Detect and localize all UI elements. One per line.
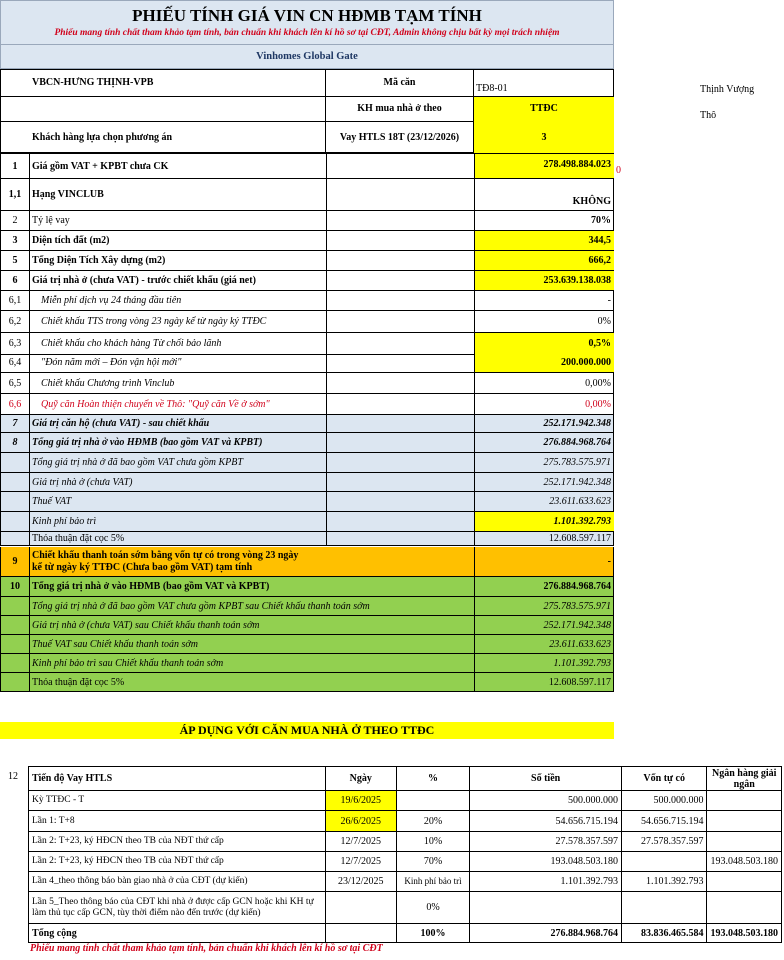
row-label: Chiết khấu thanh toán sớm bằng vốn tự có trong vòng 23 ngày bbox=[32, 550, 299, 561]
schedule-header bbox=[29, 767, 782, 791]
price-row bbox=[0, 654, 614, 673]
unit-value: TĐ8-01 bbox=[476, 83, 508, 94]
schedule-cell bbox=[470, 892, 622, 924]
row-number: 5 bbox=[12, 255, 18, 266]
schedule-cell bbox=[707, 892, 782, 924]
schedule-cell bbox=[325, 892, 396, 924]
page-title: PHIẾU TÍNH GIÁ VIN CN HĐMB TẠM TÍNH bbox=[132, 6, 482, 25]
price-row bbox=[0, 512, 614, 532]
schedule-cell: 0% bbox=[396, 892, 470, 924]
row-label: Giá trị nhà ở (chưa VAT) bbox=[32, 477, 133, 488]
price-row bbox=[0, 473, 614, 492]
row-label: Diện tích đất (m2) bbox=[32, 235, 110, 246]
row-label: Chiết khấu cho khách hàng Từ chối bảo lãnh bbox=[41, 338, 222, 349]
price-row bbox=[0, 673, 614, 692]
price-row bbox=[0, 597, 614, 616]
row-value: 0,00% bbox=[585, 378, 611, 389]
schedule-cell: 19/6/2025 bbox=[325, 791, 396, 811]
table-row bbox=[29, 811, 782, 832]
price-row bbox=[0, 532, 614, 546]
row-label: Tổng giá trị nhà ở vào HĐMB (bao gồm VAT và KPBT) bbox=[32, 581, 270, 592]
row-label: Thuế VAT sau Chiết khấu thanh toán sớm bbox=[32, 639, 198, 650]
schedule-cell bbox=[707, 791, 782, 811]
schedule-cell bbox=[707, 832, 782, 852]
price-row bbox=[0, 433, 614, 453]
row-value: 0,00% bbox=[585, 399, 611, 410]
schedule-cell: 27.578.357.597 bbox=[470, 832, 622, 852]
row-value: 70% bbox=[591, 215, 611, 226]
schedule-cell bbox=[325, 924, 396, 943]
schedule-cell: Tổng cộng bbox=[29, 924, 326, 943]
price-row bbox=[0, 616, 614, 635]
schedule-cell: 500.000.000 bbox=[621, 791, 706, 811]
row-label: Thỏa thuận đặt cọc 5% bbox=[32, 677, 125, 688]
row-number: 3 bbox=[12, 235, 18, 246]
price-row bbox=[0, 353, 614, 373]
buyer-value: TTĐC bbox=[530, 103, 558, 114]
row-value: 278.498.884.023 bbox=[543, 159, 611, 170]
row-number: 6,4 bbox=[8, 357, 22, 368]
row-label: Tổng giá trị nhà ở đã bao gồm VAT chưa gồm KPBT bbox=[32, 457, 243, 468]
row-number: 6,5 bbox=[8, 378, 22, 389]
schedule-cell: 12/7/2025 bbox=[325, 832, 396, 852]
row-number: 7 bbox=[12, 418, 18, 429]
footer-note: Phiếu mang tính chất tham khảo tạm tính, bản chuẩn khi khách lên kí hồ sơ tại CĐT bbox=[30, 943, 383, 954]
row-value: 276.884.968.764 bbox=[543, 437, 611, 448]
price-row bbox=[0, 373, 614, 394]
row-value: 275.783.575.971 bbox=[543, 457, 611, 468]
row-label: Giá trị nhà ở (chưa VAT) - trước chiết khấu (giá net) bbox=[32, 275, 256, 286]
row-label: Chiết khấu Chương trình Vinclub bbox=[41, 378, 175, 389]
row-number: 8 bbox=[12, 437, 18, 448]
price-row bbox=[0, 179, 614, 211]
row-value: 23.611.633.623 bbox=[549, 639, 611, 650]
schedule-no: 12 bbox=[8, 771, 18, 782]
row-value: 252.171.942.348 bbox=[543, 477, 611, 488]
schedule-cell: 276.884.968.764 bbox=[470, 924, 622, 943]
schedule-cell: 54.656.715.194 bbox=[470, 811, 622, 832]
schedule-cell: 70% bbox=[396, 852, 470, 872]
row-label: Tổng giá trị nhà ở vào HĐMB (bao gồm VAT và KPBT) bbox=[32, 437, 263, 448]
price-row bbox=[0, 271, 614, 291]
table-row bbox=[29, 832, 782, 852]
side-note-2: Thô bbox=[700, 110, 717, 121]
schedule-cell bbox=[396, 791, 470, 811]
row-value: 344,5 bbox=[588, 235, 611, 246]
schedule-header-cell: Số tiền bbox=[470, 767, 622, 791]
schedule-cell: Kinh phí bảo trì bbox=[396, 872, 470, 892]
buyer-label: KH mua nhà ở theo bbox=[357, 103, 442, 114]
price-row bbox=[0, 415, 614, 433]
schedule-cell: Kỳ TTĐC - T bbox=[29, 791, 326, 811]
schedule-cell: 500.000.000 bbox=[470, 791, 622, 811]
row-label: Kinh phí bảo trì sau Chiết khấu thanh toán sớm bbox=[32, 658, 224, 669]
row-number: 9 bbox=[12, 556, 18, 567]
schedule-cell bbox=[707, 811, 782, 832]
row-number: 6,6 bbox=[8, 399, 22, 410]
row-value: 0% bbox=[597, 316, 611, 327]
price-row bbox=[0, 453, 614, 473]
row-number: 10 bbox=[10, 581, 20, 592]
unit-label: Mã căn bbox=[383, 77, 416, 88]
price-row bbox=[0, 577, 614, 597]
row-label: Chiết khấu TTS trong vòng 23 ngày kể từ ngày ký TTĐC bbox=[41, 316, 267, 327]
side-note-1: Thịnh Vượng bbox=[700, 84, 755, 95]
row-value: 12.608.597.117 bbox=[548, 677, 611, 688]
row-value: 253.639.138.038 bbox=[543, 275, 611, 286]
page-subtitle: Phiếu mang tính chất tham khảo tạm tính, bản chuẩn khi khách lên kí hồ sơ tại CĐT, Admin không chịu bất kỳ mọi trách nhiệm bbox=[54, 28, 560, 38]
schedule-cell: Lần 2: T+23, ký HĐCN theo TB của NĐT thứ cấp bbox=[29, 832, 326, 852]
row-number: 6,2 bbox=[8, 316, 22, 327]
row-value: 200.000.000 bbox=[561, 357, 611, 368]
price-row bbox=[0, 251, 614, 271]
schedule-cell bbox=[621, 852, 706, 872]
table-row bbox=[29, 892, 782, 924]
price-row bbox=[0, 291, 614, 311]
option-plan: Vay HTLS 18T (23/12/2026) bbox=[339, 132, 460, 143]
row-value: 666,2 bbox=[588, 255, 611, 266]
schedule-cell: 1.101.392.793 bbox=[621, 872, 706, 892]
price-row bbox=[0, 211, 614, 231]
zero-note: 0 bbox=[616, 165, 621, 176]
row-value: 0,5% bbox=[588, 338, 611, 349]
row-number: 2 bbox=[12, 215, 18, 226]
row-number: 1,1 bbox=[8, 189, 22, 200]
table-row bbox=[29, 791, 782, 811]
schedule-cell: 12/7/2025 bbox=[325, 852, 396, 872]
row-label: Giá trị nhà ở (chưa VAT) sau Chiết khấu thanh toán sớm bbox=[32, 620, 260, 631]
schedule-cell: 193.048.503.180 bbox=[470, 852, 622, 872]
row-number: 1 bbox=[12, 161, 18, 172]
row-value: 23.611.633.623 bbox=[549, 496, 611, 507]
row-label: Thuế VAT bbox=[32, 496, 72, 507]
schedule-cell: 1.101.392.793 bbox=[470, 872, 622, 892]
schedule-cell: 193.048.503.180 bbox=[707, 852, 782, 872]
schedule-header-cell: Tiến độ Vay HTLS bbox=[29, 767, 326, 791]
row-value: 12.608.597.117 bbox=[548, 533, 611, 544]
row-value: 1.101.392.793 bbox=[553, 658, 611, 669]
schedule-header-cell: % bbox=[396, 767, 470, 791]
row-label: Tổng Diện Tích Xây dựng (m2) bbox=[32, 255, 166, 266]
option-value: 3 bbox=[541, 132, 547, 143]
row-value: 275.783.575.971 bbox=[543, 601, 611, 612]
row-label: Tổng giá trị nhà ở đã bao gồm VAT chưa gồm KPBT sau Chiết khấu thanh toán sớm bbox=[32, 601, 370, 612]
row-number: 6 bbox=[12, 275, 18, 286]
price-row bbox=[0, 394, 614, 415]
price-row bbox=[0, 231, 614, 251]
row-value: - bbox=[607, 295, 611, 306]
row-value: 276.884.968.764 bbox=[543, 581, 611, 592]
row-number: 6,1 bbox=[8, 295, 22, 306]
row-value: KHÔNG bbox=[572, 196, 611, 207]
price-row bbox=[0, 547, 614, 577]
row-label-line2: kể từ ngày ký TTĐC (Chưa bao gồm VAT) tạm tính bbox=[32, 562, 253, 573]
row-label: Kinh phí bảo trì bbox=[32, 516, 97, 527]
schedule-cell bbox=[621, 892, 706, 924]
option-label: Khách hàng lựa chọn phương án bbox=[32, 132, 173, 143]
row-label: Tỷ lệ vay bbox=[32, 215, 70, 226]
agent-name: VBCN-HƯNG THỊNH-VPB bbox=[32, 77, 154, 88]
schedule-table bbox=[28, 766, 782, 943]
row-label: Giá trị căn hộ (chưa VAT) - sau chiết khấu bbox=[32, 418, 210, 429]
schedule-cell: 10% bbox=[396, 832, 470, 852]
schedule-cell: 83.836.465.584 bbox=[621, 924, 706, 943]
price-row bbox=[0, 333, 614, 355]
row-label: Giá gồm VAT + KPBT chưa CK bbox=[32, 161, 169, 172]
row-value: 252.171.942.348 bbox=[543, 620, 611, 631]
schedule-header-cell: Ngân hàng giải ngân bbox=[707, 767, 782, 791]
price-row bbox=[0, 153, 614, 179]
table-row bbox=[29, 924, 782, 943]
row-value: 1.101.392.793 bbox=[553, 516, 611, 527]
schedule-cell: Lần 5_Theo thông báo của CĐT khi nhà ở được cấp GCN hoặc khi KH tự làm thủ tục cấp GCN, tùy thời điểm nào đến trước (dự kiến) bbox=[29, 892, 326, 924]
schedule-header-cell: Ngày bbox=[325, 767, 396, 791]
row-label: Quỹ căn Hoàn thiện chuyển về Thô: "Quỹ căn Về ở sớm" bbox=[41, 399, 270, 410]
schedule-cell: 20% bbox=[396, 811, 470, 832]
schedule-cell: 27.578.357.597 bbox=[621, 832, 706, 852]
table-row bbox=[29, 872, 782, 892]
schedule-cell: 26/6/2025 bbox=[325, 811, 396, 832]
schedule-header-cell: Vốn tự có bbox=[621, 767, 706, 791]
row-label: Hạng VINCLUB bbox=[32, 189, 104, 200]
row-value: 252.171.942.348 bbox=[543, 418, 611, 429]
row-label: "Đón năm mới – Đón vận hội mới" bbox=[41, 357, 182, 368]
price-row bbox=[0, 311, 614, 333]
row-number: 6,3 bbox=[8, 338, 22, 349]
schedule-cell: 54.656.715.194 bbox=[621, 811, 706, 832]
section-title: ÁP DỤNG VỚI CĂN MUA NHÀ Ở THEO TTĐC bbox=[179, 723, 435, 737]
row-label: Miễn phí dịch vụ 24 tháng đầu tiên bbox=[41, 295, 182, 306]
schedule-cell: 23/12/2025 bbox=[325, 872, 396, 892]
project-name: Vinhomes Global Gate bbox=[256, 51, 358, 62]
row-label: Thỏa thuận đặt cọc 5% bbox=[32, 533, 125, 544]
schedule-cell: Lần 4_theo thông báo bàn giao nhà ở của CĐT (dự kiến) bbox=[29, 872, 326, 892]
schedule-cell: 100% bbox=[396, 924, 470, 943]
schedule-cell bbox=[707, 872, 782, 892]
schedule-cell: Lần 1: T+8 bbox=[29, 811, 326, 832]
table-row bbox=[29, 852, 782, 872]
price-row bbox=[0, 635, 614, 654]
price-row bbox=[0, 492, 614, 512]
row-value: - bbox=[607, 556, 611, 567]
schedule-cell: 193.048.503.180 bbox=[707, 924, 782, 943]
schedule-cell: Lần 2: T+23, ký HĐCN theo TB của NĐT thứ cấp bbox=[29, 852, 326, 872]
